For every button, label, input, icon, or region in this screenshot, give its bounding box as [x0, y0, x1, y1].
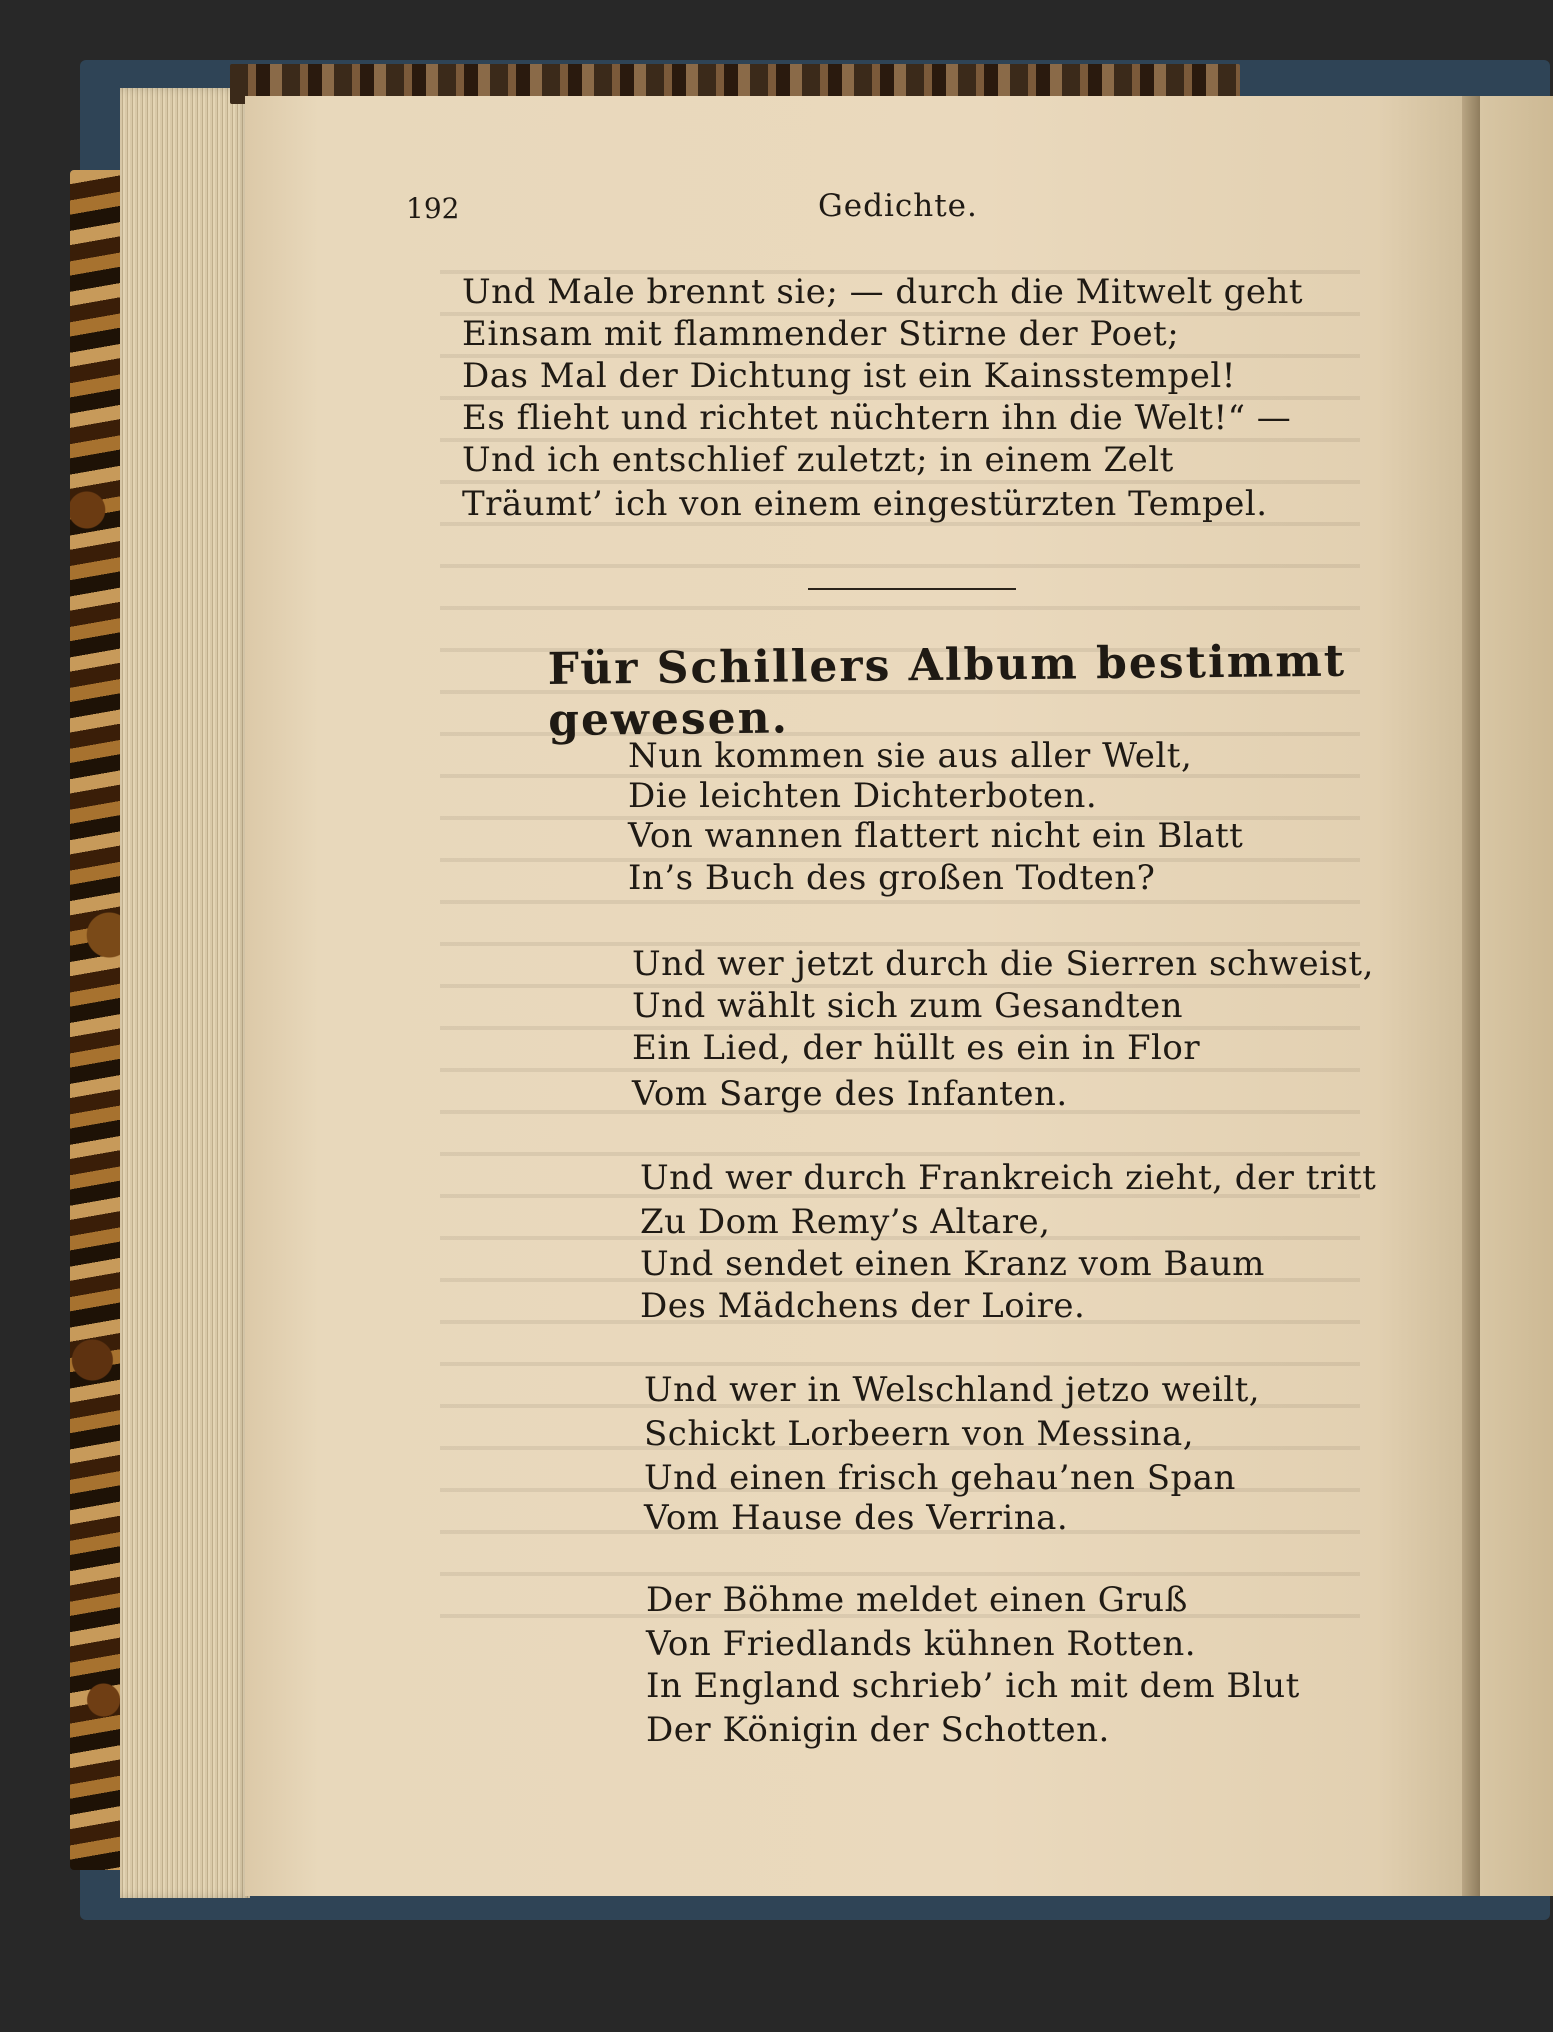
verse-line: Schickt Lorbeern von Messina,	[644, 1414, 1195, 1454]
page-edges	[120, 88, 250, 1898]
verse-line: Das Mal der Dichtung ist ein Kainsstempel!	[462, 356, 1236, 396]
running-head: Gedichte.	[818, 188, 978, 224]
verse-line: Die leichten Dichterboten.	[628, 776, 1098, 816]
verse-line: Und wählt sich zum Gesandten	[632, 986, 1184, 1026]
verse-line: Und wer durch Frankreich zieht, der tritt	[640, 1158, 1377, 1198]
verse-line: Ein Lied, der hüllt es ein in Flor	[632, 1028, 1201, 1068]
verse-line: Träumt’ ich von einem eingestürzten Tempel.	[462, 484, 1268, 524]
verse-line: Vom Sarge des Infanten.	[632, 1074, 1068, 1114]
verse-line: Von Friedlands kühnen Rotten.	[646, 1624, 1197, 1664]
verse-line: In England schrieb’ ich mit dem Blut	[646, 1666, 1300, 1706]
page-gutter	[1462, 96, 1480, 1896]
facing-page-edge	[1480, 96, 1553, 1896]
verse-line: Nun kommen sie aus aller Welt,	[628, 736, 1193, 776]
page-number: 192	[406, 192, 460, 225]
verse-line: Und wer jetzt durch die Sierren schweist,	[632, 944, 1374, 984]
verse-line: Zu Dom Remy’s Altare,	[640, 1202, 1051, 1242]
marbled-edge	[70, 170, 126, 1870]
verse-line: Und wer in Welschland jetzo weilt,	[644, 1370, 1261, 1410]
verse-line: Einsam mit flammender Stirne der Poet;	[462, 314, 1180, 354]
poem-title: Für Schillers Album bestimmt gewesen.	[547, 635, 1347, 746]
verse-line: Es flieht und richtet nüchtern ihn die Welt!“ —	[462, 398, 1292, 438]
verse-line: Und einen frisch gehau’nen Span	[644, 1458, 1236, 1498]
verse-line: Und sendet einen Kranz vom Baum	[640, 1244, 1265, 1284]
verse-line: Der Königin der Schotten.	[646, 1710, 1110, 1750]
verse-line: Der Böhme meldet einen Gruß	[646, 1580, 1188, 1620]
section-divider	[808, 588, 1016, 590]
verse-line: Und Male brennt sie; — durch die Mitwelt geht	[462, 272, 1304, 312]
verse-line: Von wannen flattert nicht ein Blatt	[628, 816, 1244, 856]
verse-line: Des Mädchens der Loire.	[640, 1286, 1086, 1326]
verse-line: In’s Buch des großen Todten?	[628, 858, 1156, 898]
verse-line: Und ich entschlief zuletzt; in einem Zelt	[462, 440, 1174, 480]
verse-line: Vom Hause des Verrina.	[644, 1498, 1069, 1538]
